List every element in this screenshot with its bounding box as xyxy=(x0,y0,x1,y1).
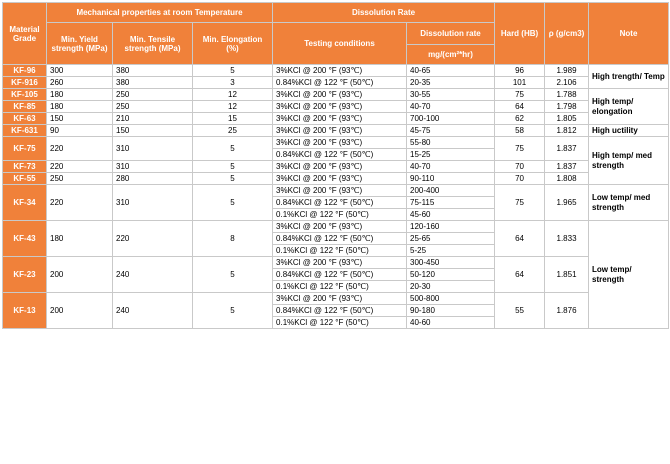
note: Low temp/ strength xyxy=(589,221,669,329)
density: 1.837 xyxy=(545,137,589,161)
tensile-strength: 220 xyxy=(113,221,193,257)
yield-strength: 200 xyxy=(47,257,113,293)
tensile-strength: 310 xyxy=(113,161,193,173)
material-grade: KF-916 xyxy=(3,77,47,89)
material-grade: KF-34 xyxy=(3,185,47,221)
elongation: 5 xyxy=(193,257,273,293)
tensile-strength: 280 xyxy=(113,173,193,185)
header-note: Note xyxy=(589,3,669,65)
material-grade: KF-13 xyxy=(3,293,47,329)
density: 1.965 xyxy=(545,185,589,221)
density: 1.851 xyxy=(545,257,589,293)
yield-strength: 180 xyxy=(47,89,113,101)
table-row xyxy=(3,113,669,125)
hardness: 75 xyxy=(495,185,545,221)
material-grade: KF-631 xyxy=(3,125,47,137)
hardness: 58 xyxy=(495,125,545,137)
testing-condition: 3%KCl @ 200 °F (93℃) xyxy=(273,185,407,197)
testing-condition: 3%KCl @ 200 °F (93℃) xyxy=(273,101,407,113)
header-dissolution-unit: mg/(cm²*hr) xyxy=(407,45,495,65)
dissolution-rate: 25-65 xyxy=(407,233,495,245)
testing-condition: 0.84%KCl @ 122 °F (50℃) xyxy=(273,233,407,245)
dissolution-rate: 20-35 xyxy=(407,77,495,89)
yield-strength: 220 xyxy=(47,185,113,221)
tensile-strength: 240 xyxy=(113,293,193,329)
note: Low temp/ med strength xyxy=(589,185,669,221)
testing-condition: 0.1%KCl @ 122 °F (50℃) xyxy=(273,281,407,293)
testing-condition: 3%KCl @ 200 °F (93℃) xyxy=(273,89,407,101)
density: 1.788 xyxy=(545,89,589,101)
density: 2.106 xyxy=(545,77,589,89)
elongation: 5 xyxy=(193,65,273,77)
hardness: 75 xyxy=(495,89,545,101)
testing-condition: 0.1%KCl @ 122 °F (50℃) xyxy=(273,245,407,257)
material-grade: KF-105 xyxy=(3,89,47,101)
dissolution-rate: 200-400 xyxy=(407,185,495,197)
yield-strength: 90 xyxy=(47,125,113,137)
elongation: 15 xyxy=(193,113,273,125)
density: 1.798 xyxy=(545,101,589,113)
tensile-strength: 380 xyxy=(113,65,193,77)
dissolution-rate: 90-110 xyxy=(407,173,495,185)
testing-condition: 3%KCl @ 200 °F (93℃) xyxy=(273,65,407,77)
hardness: 75 xyxy=(495,137,545,161)
hardness: 101 xyxy=(495,77,545,89)
dissolution-rate: 30-55 xyxy=(407,89,495,101)
testing-condition: 0.84%KCl @ 122 °F (50℃) xyxy=(273,197,407,209)
elongation: 5 xyxy=(193,173,273,185)
dissolution-rate: 40-65 xyxy=(407,65,495,77)
testing-condition: 0.1%KCl @ 122 °F (50℃) xyxy=(273,317,407,329)
elongation: 5 xyxy=(193,293,273,329)
table-row xyxy=(3,125,669,137)
hardness: 70 xyxy=(495,161,545,173)
hardness: 96 xyxy=(495,65,545,77)
testing-condition: 0.84%KCl @ 122 °F (50℃) xyxy=(273,149,407,161)
material-grade: KF-55 xyxy=(3,173,47,185)
hardness: 64 xyxy=(495,221,545,257)
yield-strength: 250 xyxy=(47,173,113,185)
yield-strength: 300 xyxy=(47,65,113,77)
testing-condition: 3%KCl @ 200 °F (93℃) xyxy=(273,173,407,185)
tensile-strength: 310 xyxy=(113,185,193,221)
tensile-strength: 250 xyxy=(113,101,193,113)
material-properties-table xyxy=(2,2,669,329)
table-row xyxy=(3,101,669,113)
dissolution-rate: 75-115 xyxy=(407,197,495,209)
table-row xyxy=(3,89,669,101)
table-row xyxy=(3,221,669,233)
tensile-strength: 150 xyxy=(113,125,193,137)
header-yield: Min. Yield strength (MPa) xyxy=(47,23,113,65)
dissolution-rate: 5-25 xyxy=(407,245,495,257)
table-row xyxy=(3,65,669,77)
testing-condition: 0.84%KCl @ 122 °F (50℃) xyxy=(273,269,407,281)
elongation: 8 xyxy=(193,221,273,257)
density: 1.812 xyxy=(545,125,589,137)
yield-strength: 150 xyxy=(47,113,113,125)
yield-strength: 180 xyxy=(47,101,113,113)
testing-condition: 3%KCl @ 200 °F (93℃) xyxy=(273,113,407,125)
dissolution-rate: 40-60 xyxy=(407,317,495,329)
density: 1.833 xyxy=(545,221,589,257)
density: 1.837 xyxy=(545,161,589,173)
header-testing: Testing conditions xyxy=(273,23,407,65)
note: High uctility xyxy=(589,125,669,137)
hardness: 64 xyxy=(495,101,545,113)
testing-condition: 3%KCl @ 200 °F (93℃) xyxy=(273,137,407,149)
material-grade: KF-75 xyxy=(3,137,47,161)
note: High temp/ med strength xyxy=(589,137,669,185)
dissolution-rate: 50-120 xyxy=(407,269,495,281)
header-dissolution-rate: Dissolution rate xyxy=(407,23,495,45)
dissolution-rate: 120-160 xyxy=(407,221,495,233)
elongation: 25 xyxy=(193,125,273,137)
material-grade: KF-23 xyxy=(3,257,47,293)
elongation: 5 xyxy=(193,185,273,221)
dissolution-rate: 45-75 xyxy=(407,125,495,137)
dissolution-rate: 40-70 xyxy=(407,101,495,113)
table-row xyxy=(3,173,669,185)
yield-strength: 220 xyxy=(47,137,113,161)
yield-strength: 200 xyxy=(47,293,113,329)
table-row xyxy=(3,77,669,89)
testing-condition: 0.84%KCl @ 122 °F (50℃) xyxy=(273,305,407,317)
dissolution-rate: 40-70 xyxy=(407,161,495,173)
elongation: 3 xyxy=(193,77,273,89)
density: 1.876 xyxy=(545,293,589,329)
testing-condition: 3%KCl @ 200 °F (93℃) xyxy=(273,125,407,137)
table-row xyxy=(3,185,669,197)
tensile-strength: 240 xyxy=(113,257,193,293)
header-dissolution: Dissolution Rate xyxy=(273,3,495,23)
header-mechanical: Mechanical properties at room Temperature xyxy=(47,3,273,23)
dissolution-rate: 45-60 xyxy=(407,209,495,221)
tensile-strength: 310 xyxy=(113,137,193,161)
dissolution-rate: 90-180 xyxy=(407,305,495,317)
table-row xyxy=(3,137,669,149)
header-grade: Material Grade xyxy=(3,3,47,65)
elongation: 12 xyxy=(193,89,273,101)
material-grade: KF-85 xyxy=(3,101,47,113)
testing-condition: 3%KCl @ 200 °F (93℃) xyxy=(273,221,407,233)
testing-condition: 3%KCl @ 200 °F (93℃) xyxy=(273,257,407,269)
yield-strength: 180 xyxy=(47,221,113,257)
dissolution-rate: 300-450 xyxy=(407,257,495,269)
material-grade: KF-63 xyxy=(3,113,47,125)
dissolution-rate: 700-100 xyxy=(407,113,495,125)
elongation: 5 xyxy=(193,161,273,173)
table-row xyxy=(3,293,669,305)
material-grade: KF-96 xyxy=(3,65,47,77)
header-tensile: Min. Tensile strength (MPa) xyxy=(113,23,193,65)
hardness: 70 xyxy=(495,173,545,185)
elongation: 5 xyxy=(193,137,273,161)
note: High temp/ elongation xyxy=(589,89,669,125)
table-row xyxy=(3,257,669,269)
testing-condition: 3%KCl @ 200 °F (93℃) xyxy=(273,161,407,173)
header-elongation: Min. Elongation (%) xyxy=(193,23,273,65)
dissolution-rate: 55-80 xyxy=(407,137,495,149)
dissolution-rate: 15-25 xyxy=(407,149,495,161)
material-grade: KF-73 xyxy=(3,161,47,173)
header-hard: Hard (HB) xyxy=(495,3,545,65)
testing-condition: 0.84%KCl @ 122 °F (50℃) xyxy=(273,77,407,89)
dissolution-rate: 20-30 xyxy=(407,281,495,293)
density: 1.805 xyxy=(545,113,589,125)
hardness: 62 xyxy=(495,113,545,125)
header-density: ρ (g/cm3) xyxy=(545,3,589,65)
hardness: 55 xyxy=(495,293,545,329)
yield-strength: 220 xyxy=(47,161,113,173)
table-row xyxy=(3,161,669,173)
dissolution-rate: 500-800 xyxy=(407,293,495,305)
tensile-strength: 210 xyxy=(113,113,193,125)
yield-strength: 260 xyxy=(47,77,113,89)
testing-condition: 0.1%KCl @ 122 °F (50℃) xyxy=(273,209,407,221)
density: 1.989 xyxy=(545,65,589,77)
material-grade: KF-43 xyxy=(3,221,47,257)
hardness: 64 xyxy=(495,257,545,293)
tensile-strength: 250 xyxy=(113,89,193,101)
table-body xyxy=(3,65,669,329)
density: 1.808 xyxy=(545,173,589,185)
testing-condition: 3%KCl @ 200 °F (93℃) xyxy=(273,293,407,305)
note: High trength/ Temp xyxy=(589,65,669,89)
tensile-strength: 380 xyxy=(113,77,193,89)
elongation: 12 xyxy=(193,101,273,113)
